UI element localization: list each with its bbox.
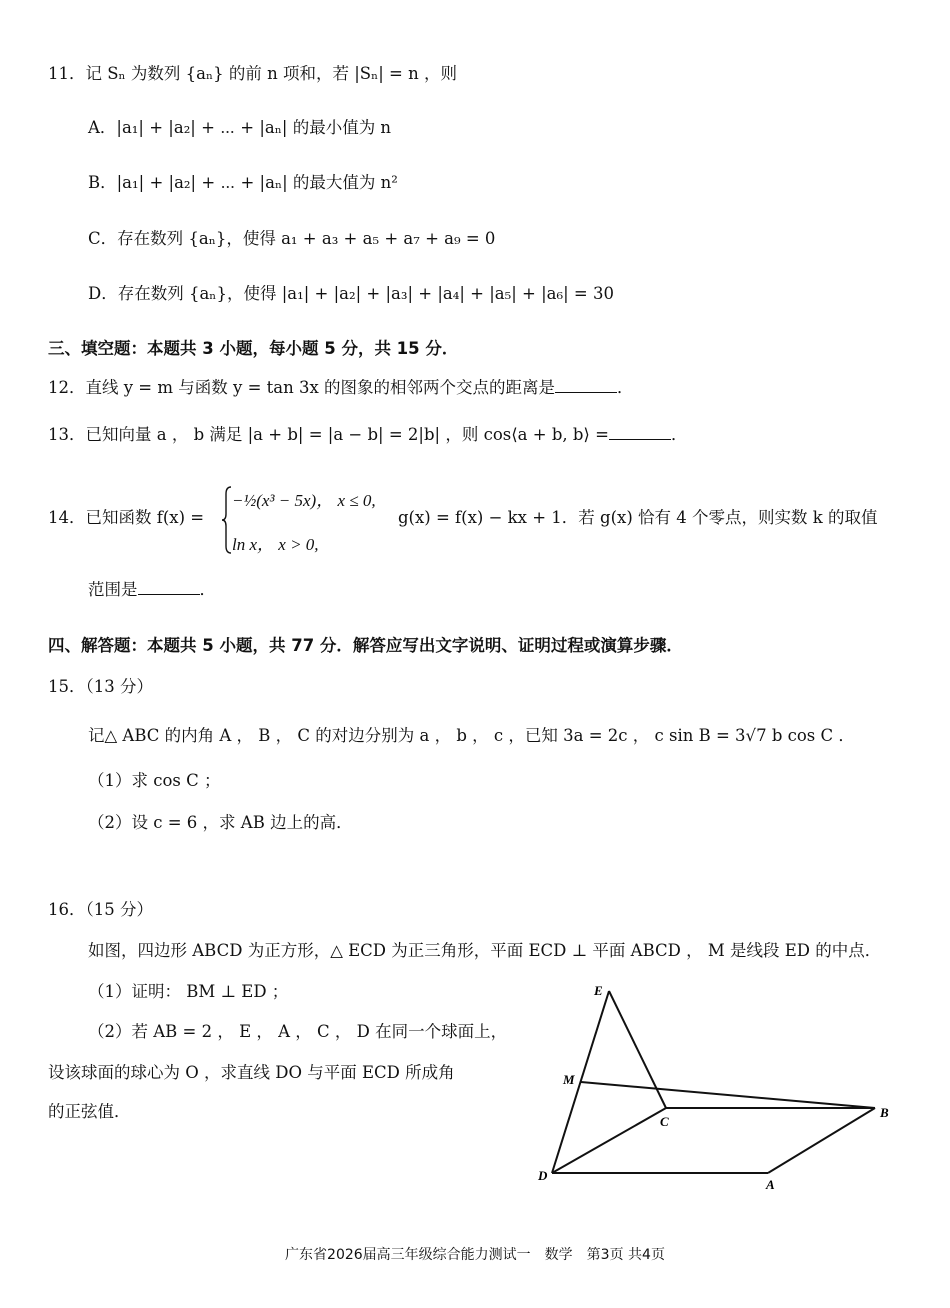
q16-part-2-line-2: 设该球面的球心为 O ，求直线 DO 与平面 ECD 所成角 [48,1063,455,1082]
q13-end: ． [670,425,688,444]
q14-line-2 [88,578,216,602]
q11-option-a: A．|a₁| + |a₂| + ⋯ + |aₙ| 的最小值为 n [88,118,392,137]
label-C: C [660,1114,669,1129]
q15-part-1: （1）求 cos C ； [88,771,221,790]
q12-end: ． [617,378,634,397]
q15-header: 15．（13 分） [48,677,153,696]
q14-prefix: 14．已知函数 f(x) = [48,508,205,527]
q11-option-b: B．|a₁| + |a₂| + ⋯ + |aₙ| 的最大值为 n² [88,173,398,192]
label-B: B [880,1105,889,1120]
q16-part-1: （1）证明： BM ⊥ ED ； [88,982,289,1001]
label-D: D [538,1168,548,1183]
q11-stem: 11．记 Sₙ 为数列 {aₙ} 的前 n 项和，若 |Sₙ| = n ，则 [48,64,457,83]
q11-option-d: D．存在数列 {aₙ}，使得 |a₁| + |a₂| + |a₃| + |a₄| + |a₅| + |a₆| = 30 [88,284,614,303]
q15-part-2: （2）设 c = 6 ，求 AB 边上的高． [88,813,353,832]
edge-BA [768,1108,875,1173]
section-3-title: 三、填空题：本题共 3 小题，每小题 5 分，共 15 分． [48,339,459,358]
segment-MB [581,1082,875,1108]
q14-suffix: g(x) = f(x) − kx + 1．若 g(x) 恰有 4 个零点，则实数 k 的取值 [398,508,878,527]
q12 [48,376,634,400]
label-M: M [563,1072,575,1087]
section-4-title: 四、解答题：本题共 5 小题，共 77 分．解答应写出文字说明、证明过程或演算步骤． [48,636,683,655]
q13 [48,423,687,447]
q13-answer-blank [609,423,671,440]
edge-EC [609,991,666,1108]
label-A: A [766,1177,775,1192]
page-footer: 广东省2026届高三年级综合能力测试一 数学 第3页 共4页 [285,1247,665,1263]
q14-line2-text: 范围是 [88,580,138,599]
q14-piece-2: ln x， x > 0, [232,535,319,554]
q16-geometry-figure [520,975,900,1195]
q14-end: ． [199,580,216,599]
q14-piece-1: −½(x³ − 5x)， x ≤ 0, [232,491,376,510]
q11-option-c: C．存在数列 {aₙ}，使得 a₁ + a₃ + a₅ + a₇ + a₉ = 0 [88,229,496,248]
q15-stem: 记△ ABC 的内角 A ， B ， C 的对边分别为 a ， b ， c ，已知 3a = 2c ， c sin B = 3√7 b cos C ． [88,726,855,745]
q14-piecewise-brace [222,486,232,554]
q16-header: 16．（15 分） [48,900,153,919]
label-E: E [594,983,603,998]
q12-text: 12．直线 y = m 与函数 y = tan 3x 的图象的相邻两个交点的距离是 [48,378,556,397]
q16-part-2-line-1: （2）若 AB = 2 ， E ， A ， C ， D 在同一个球面上， [88,1022,508,1041]
q13-text: 13．已知向量 a ， b 满足 |a + b| = |a − b| = 2|b| ，则 cos⟨a + b, b⟩ = [48,425,609,444]
q16-stem: 如图，四边形 ABCD 为正方形，△ ECD 为正三角形，平面 ECD ⊥ 平面 ABCD ， M 是线段 ED 的中点． [88,941,882,960]
q12-answer-blank [555,376,617,393]
q16-part-2-line-3: 的正弦值． [48,1102,131,1121]
q14-answer-blank [138,578,200,595]
